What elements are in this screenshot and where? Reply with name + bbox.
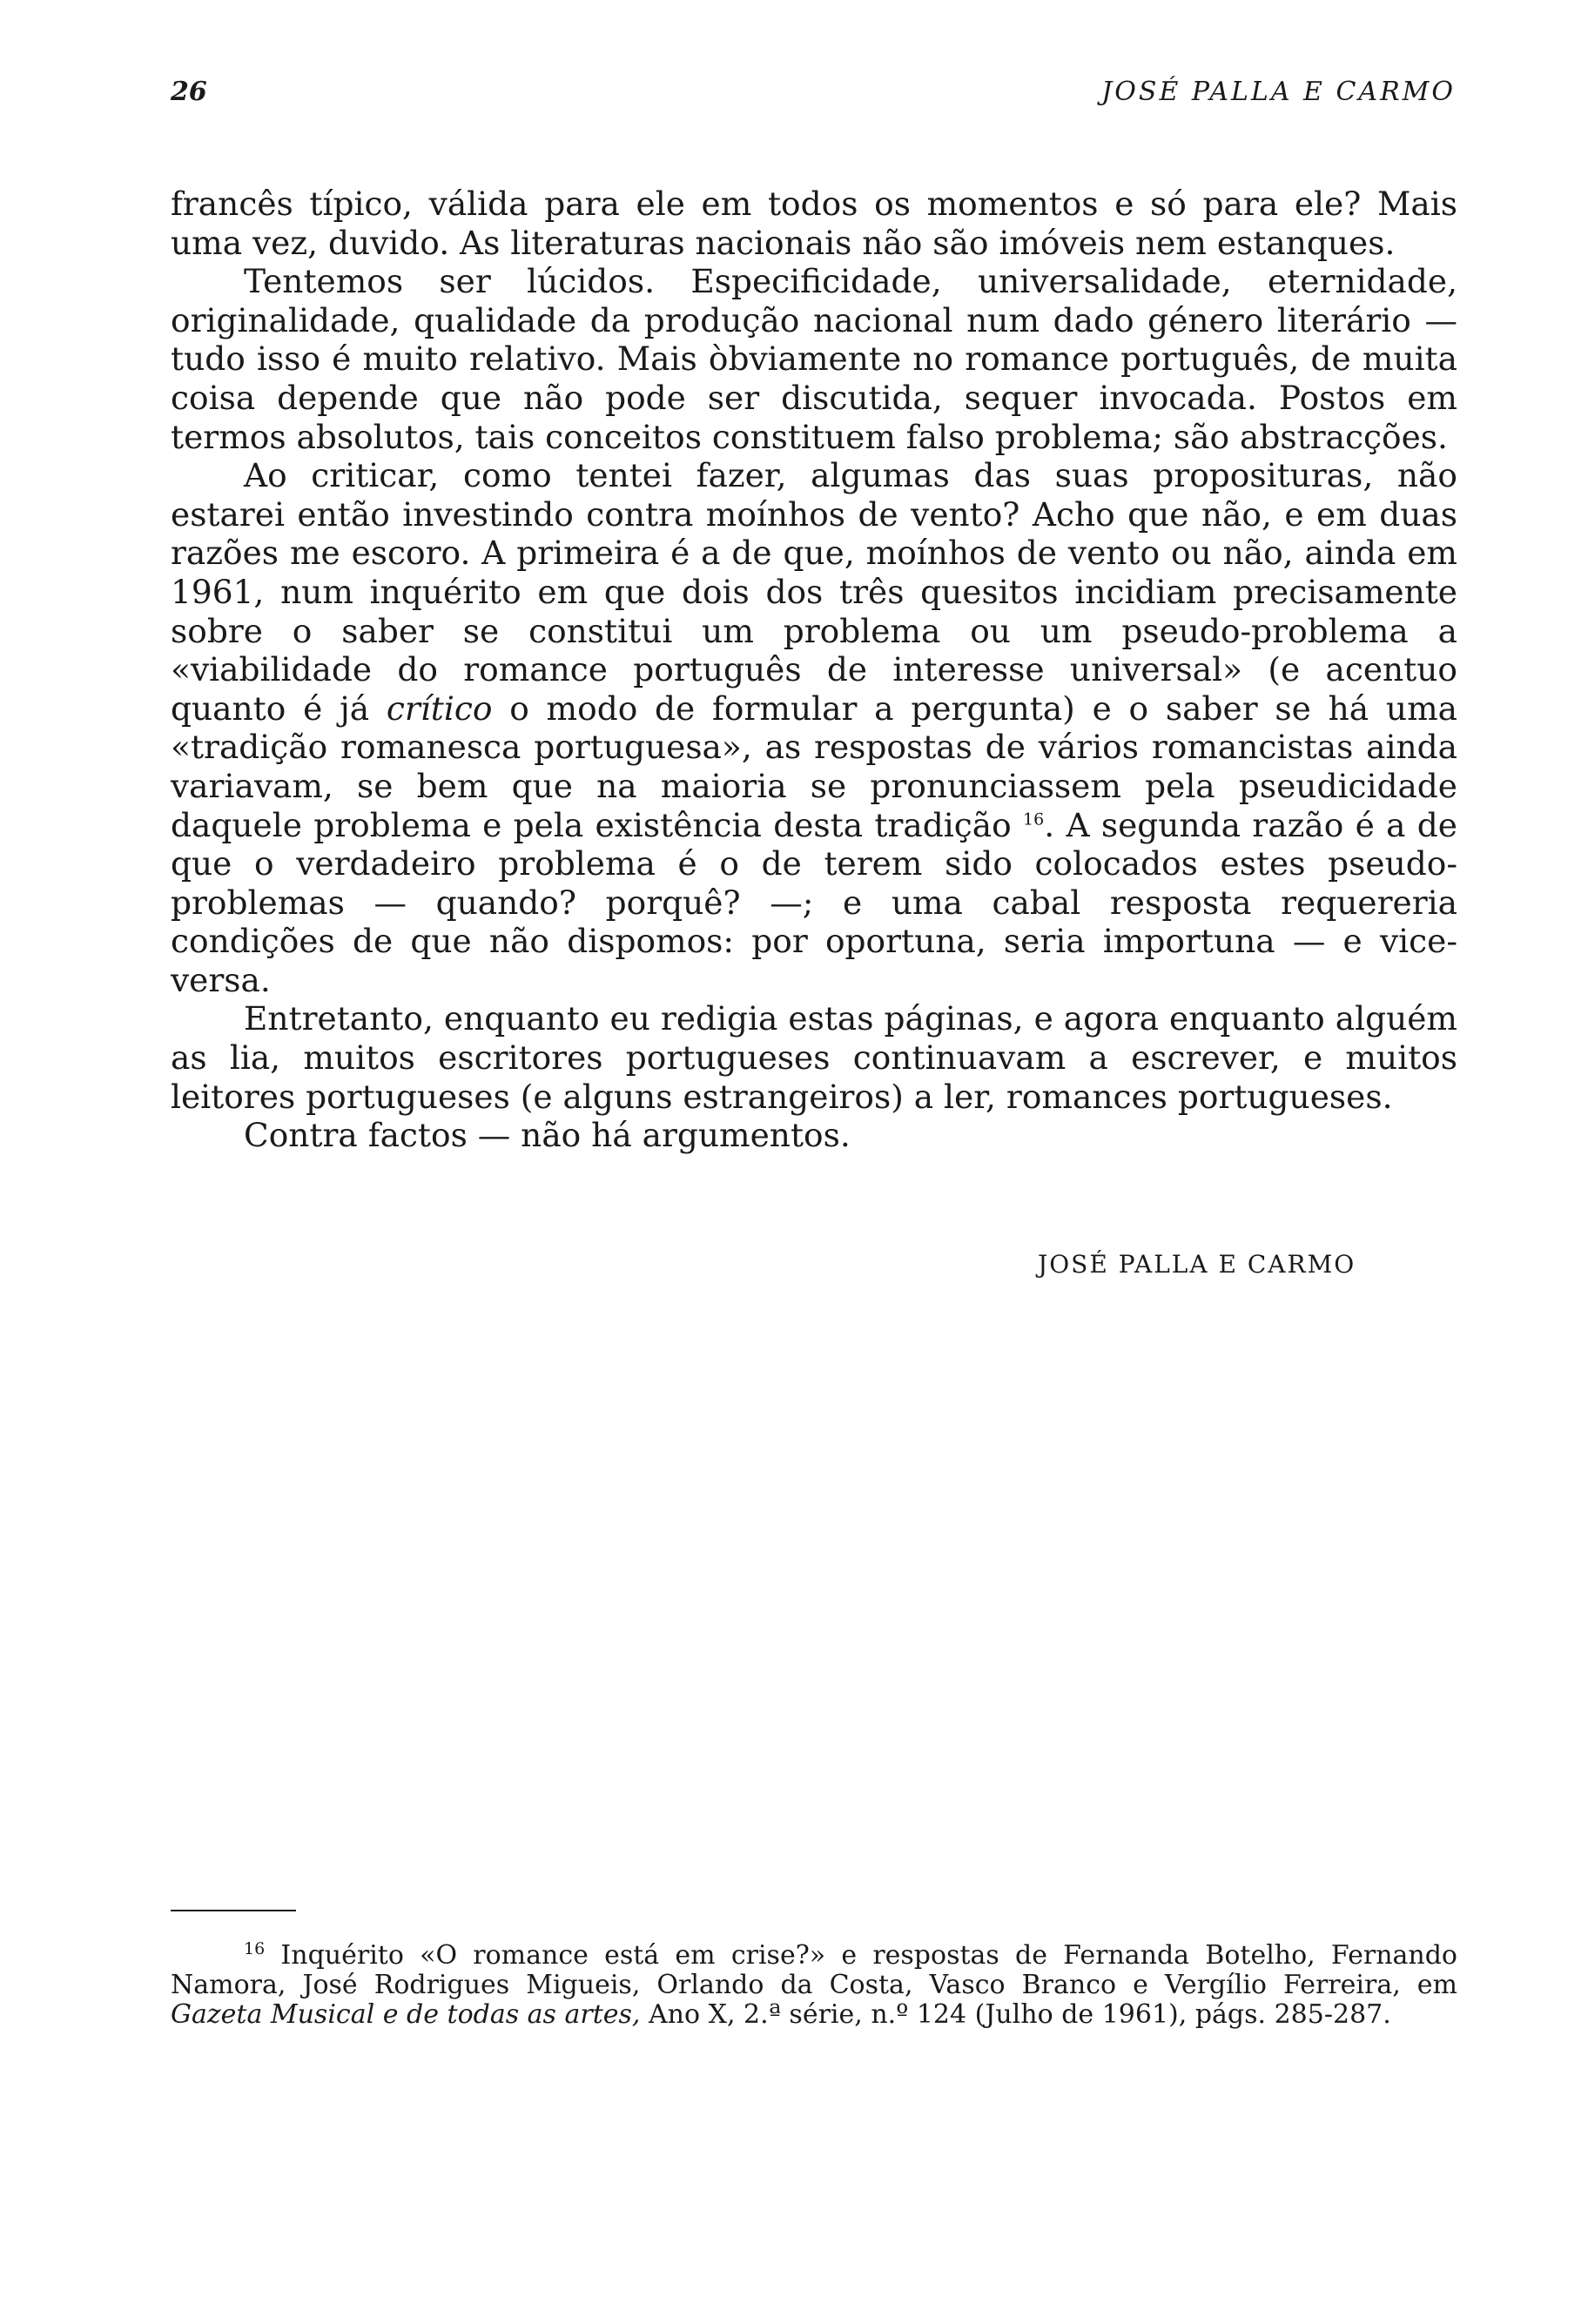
footnote-16 <box>171 1941 1457 2030</box>
paragraph-3 <box>171 456 1457 999</box>
footnote-text-a: Inquérito «O romance está em crise?» e respostas de Fernanda Botelho, Fernando Namora, José Rodrigues Migueis, Orlando da Costa, Vasco Branco e Vergílio Ferreira, em <box>171 1940 1457 2000</box>
body-text <box>171 185 1457 1155</box>
footnote-publication-title: Gazeta Musical e de todas as artes, <box>171 1999 641 2030</box>
paragraph-3-text-a: Ao criticar, como tentei fazer, algumas das suas proposituras, não estarei então investindo contra moínhos de vento? Acho que não, e em duas razões me escoro. A primeira é a de que, moínhos de vento ou não, ainda em 1961, num inquérito em que dois dos três quesitos incidiam precisamente sobre o saber se constitui um problema ou um pseudo-problema a «viabilidade do romance português de interesse universal» (e acentuo quanto é já <box>171 456 1457 728</box>
paragraph-1 <box>171 185 1457 262</box>
paragraph-5-text: Contra factos — não há argumentos. <box>244 1116 851 1155</box>
paragraph-1-text: francês típico, válida para ele em todos os momentos e só para ele? Mais uma vez, duvido. As literaturas nacionais não são imóveis nem estanques. <box>171 185 1457 262</box>
paragraph-2-text: Tentemos ser lúcidos. Especificidade, universalidade, eternidade, originalidade, qualidade da produção nacional num dado género literário — tudo isso é muito relativo. Mais òbviamente no romance português, de muita coisa depende que não pode ser discutida, sequer invocada. Postos em termos absolutos, tais conceitos constituem falso problema; são abstracções. <box>171 262 1457 456</box>
footnote-reference[interactable]: 16 <box>1023 809 1045 829</box>
footnote-divider <box>171 1910 296 1911</box>
paragraph-3-emphasis: crítico <box>386 688 493 728</box>
paragraph-5 <box>171 1116 1457 1155</box>
paragraph-4 <box>171 999 1457 1116</box>
author-signature: JOSÉ PALLA E CARMO <box>1038 1250 1356 1279</box>
paragraph-3-text-c: . A segunda razão é a de que o verdadeiro problema é o de terem sido colocados estes pseudo-problemas — quando? porquê? —; e uma cabal resposta requereria condições de que não dispomos: por oportuna, seria importuna — e vice-versa. <box>171 805 1457 999</box>
paragraph-2 <box>171 262 1457 456</box>
running-head: JOSÉ PALLA E CARMO <box>1101 77 1456 107</box>
page-header <box>171 77 1456 120</box>
paragraph-3-text-b: o modo de formular a pergunta) e o saber se há uma «tradição romanesca portuguesa», as respostas de vários romancistas ainda variavam, se bem que na maioria se pronunciassem pela pseudicidade daquele problema e pela existência desta tradição <box>171 688 1457 844</box>
footnote-number: 16 <box>244 1939 266 1958</box>
footnote-text-b: Ano X, 2.ª série, n.º 124 (Julho de 1961), págs. 285-287. <box>649 1999 1391 2030</box>
page-number: 26 <box>171 77 207 107</box>
paragraph-4-text: Entretanto, enquanto eu redigia estas páginas, e agora enquanto alguém as lia, muitos escritores portugueses continuavam a escrever, e muitos leitores portugueses (e alguns estrangeiros) a ler, romances portugueses. <box>171 999 1457 1116</box>
footnotes <box>171 1941 1457 2030</box>
